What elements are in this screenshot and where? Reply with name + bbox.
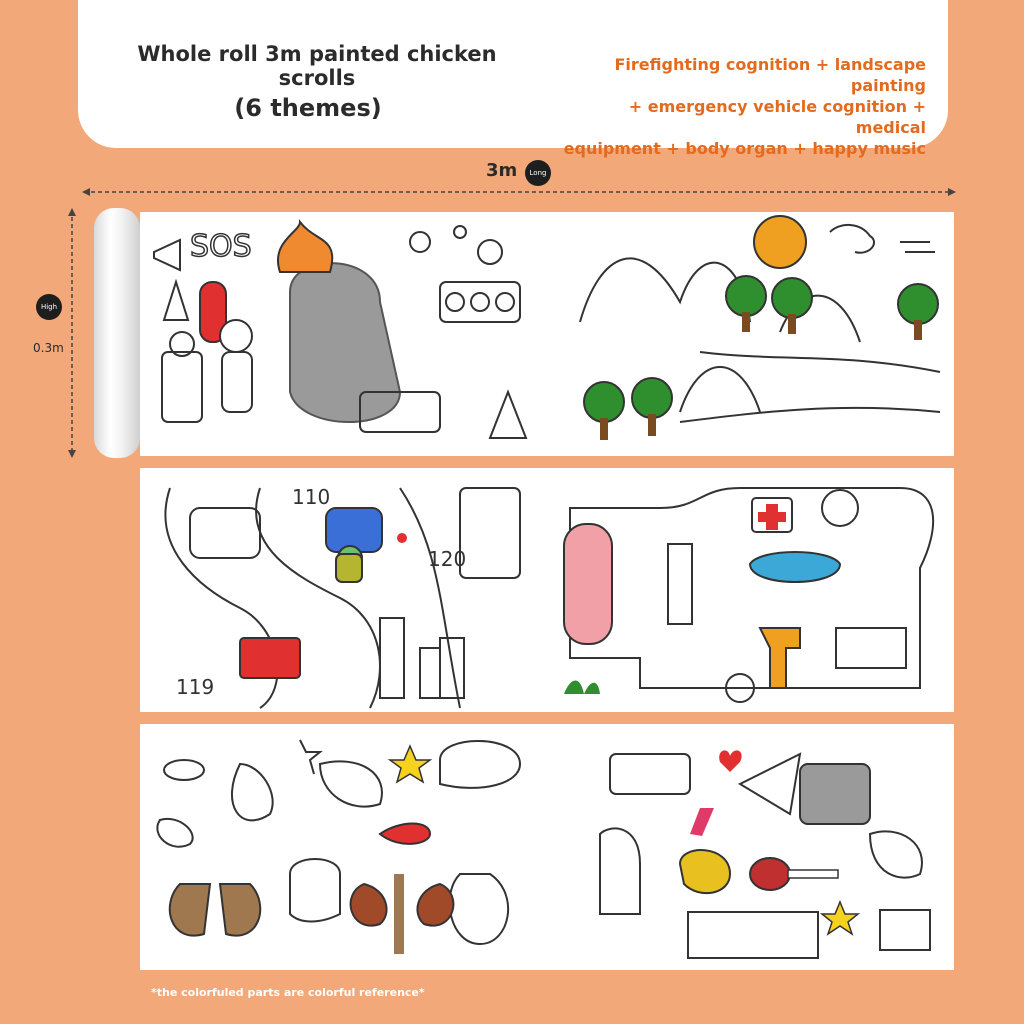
number-110: 110 [292,485,331,509]
number-120: 120 [428,547,467,571]
music-note-icon [690,808,714,836]
page-title: Whole roll 3m painted chicken scrolls [137,42,497,90]
heart-icon [719,750,741,772]
lungs-icon [170,884,260,936]
kidneys-icon [351,874,454,954]
number-119: 119 [176,675,215,699]
scroll-panel-organs-music [140,724,954,970]
themes-line: + emergency vehicle cognition + medical [628,97,926,137]
height-label: 0.3m [33,341,64,355]
panel-illustration [140,468,954,712]
saxophone-icon [680,850,730,893]
bandage-icon [564,524,612,644]
panel-illustration [140,724,954,970]
themes-line: Firefighting cognition + landscape painting [614,55,926,95]
height-badge: High [36,294,62,320]
flame-icon [278,222,332,272]
page-subtitle: (6 themes) [234,94,382,122]
scroll-panel-firefighting-landscape [140,212,954,456]
themes-line: equipment + body organ + happy music [563,139,926,158]
firefighter-icon [220,320,252,412]
tree-icon [584,276,938,440]
scroll-panel-vehicles-medical [140,468,954,712]
star-icon [390,746,430,782]
lips-icon [380,824,430,844]
police-car-icon [326,508,382,552]
footnote: *the colorfuled parts are colorful reference* [151,986,425,999]
sun-icon [754,216,806,268]
paper-roll [94,208,140,458]
length-label: 3m [486,160,518,181]
length-badge: Long [525,160,551,186]
panel-illustration [140,212,954,456]
guitar-icon [750,858,790,890]
thermometer-gun-icon [760,628,800,688]
sos-text: SOS [190,229,252,264]
goggles-icon [750,552,840,582]
fire-truck-icon [240,638,300,678]
